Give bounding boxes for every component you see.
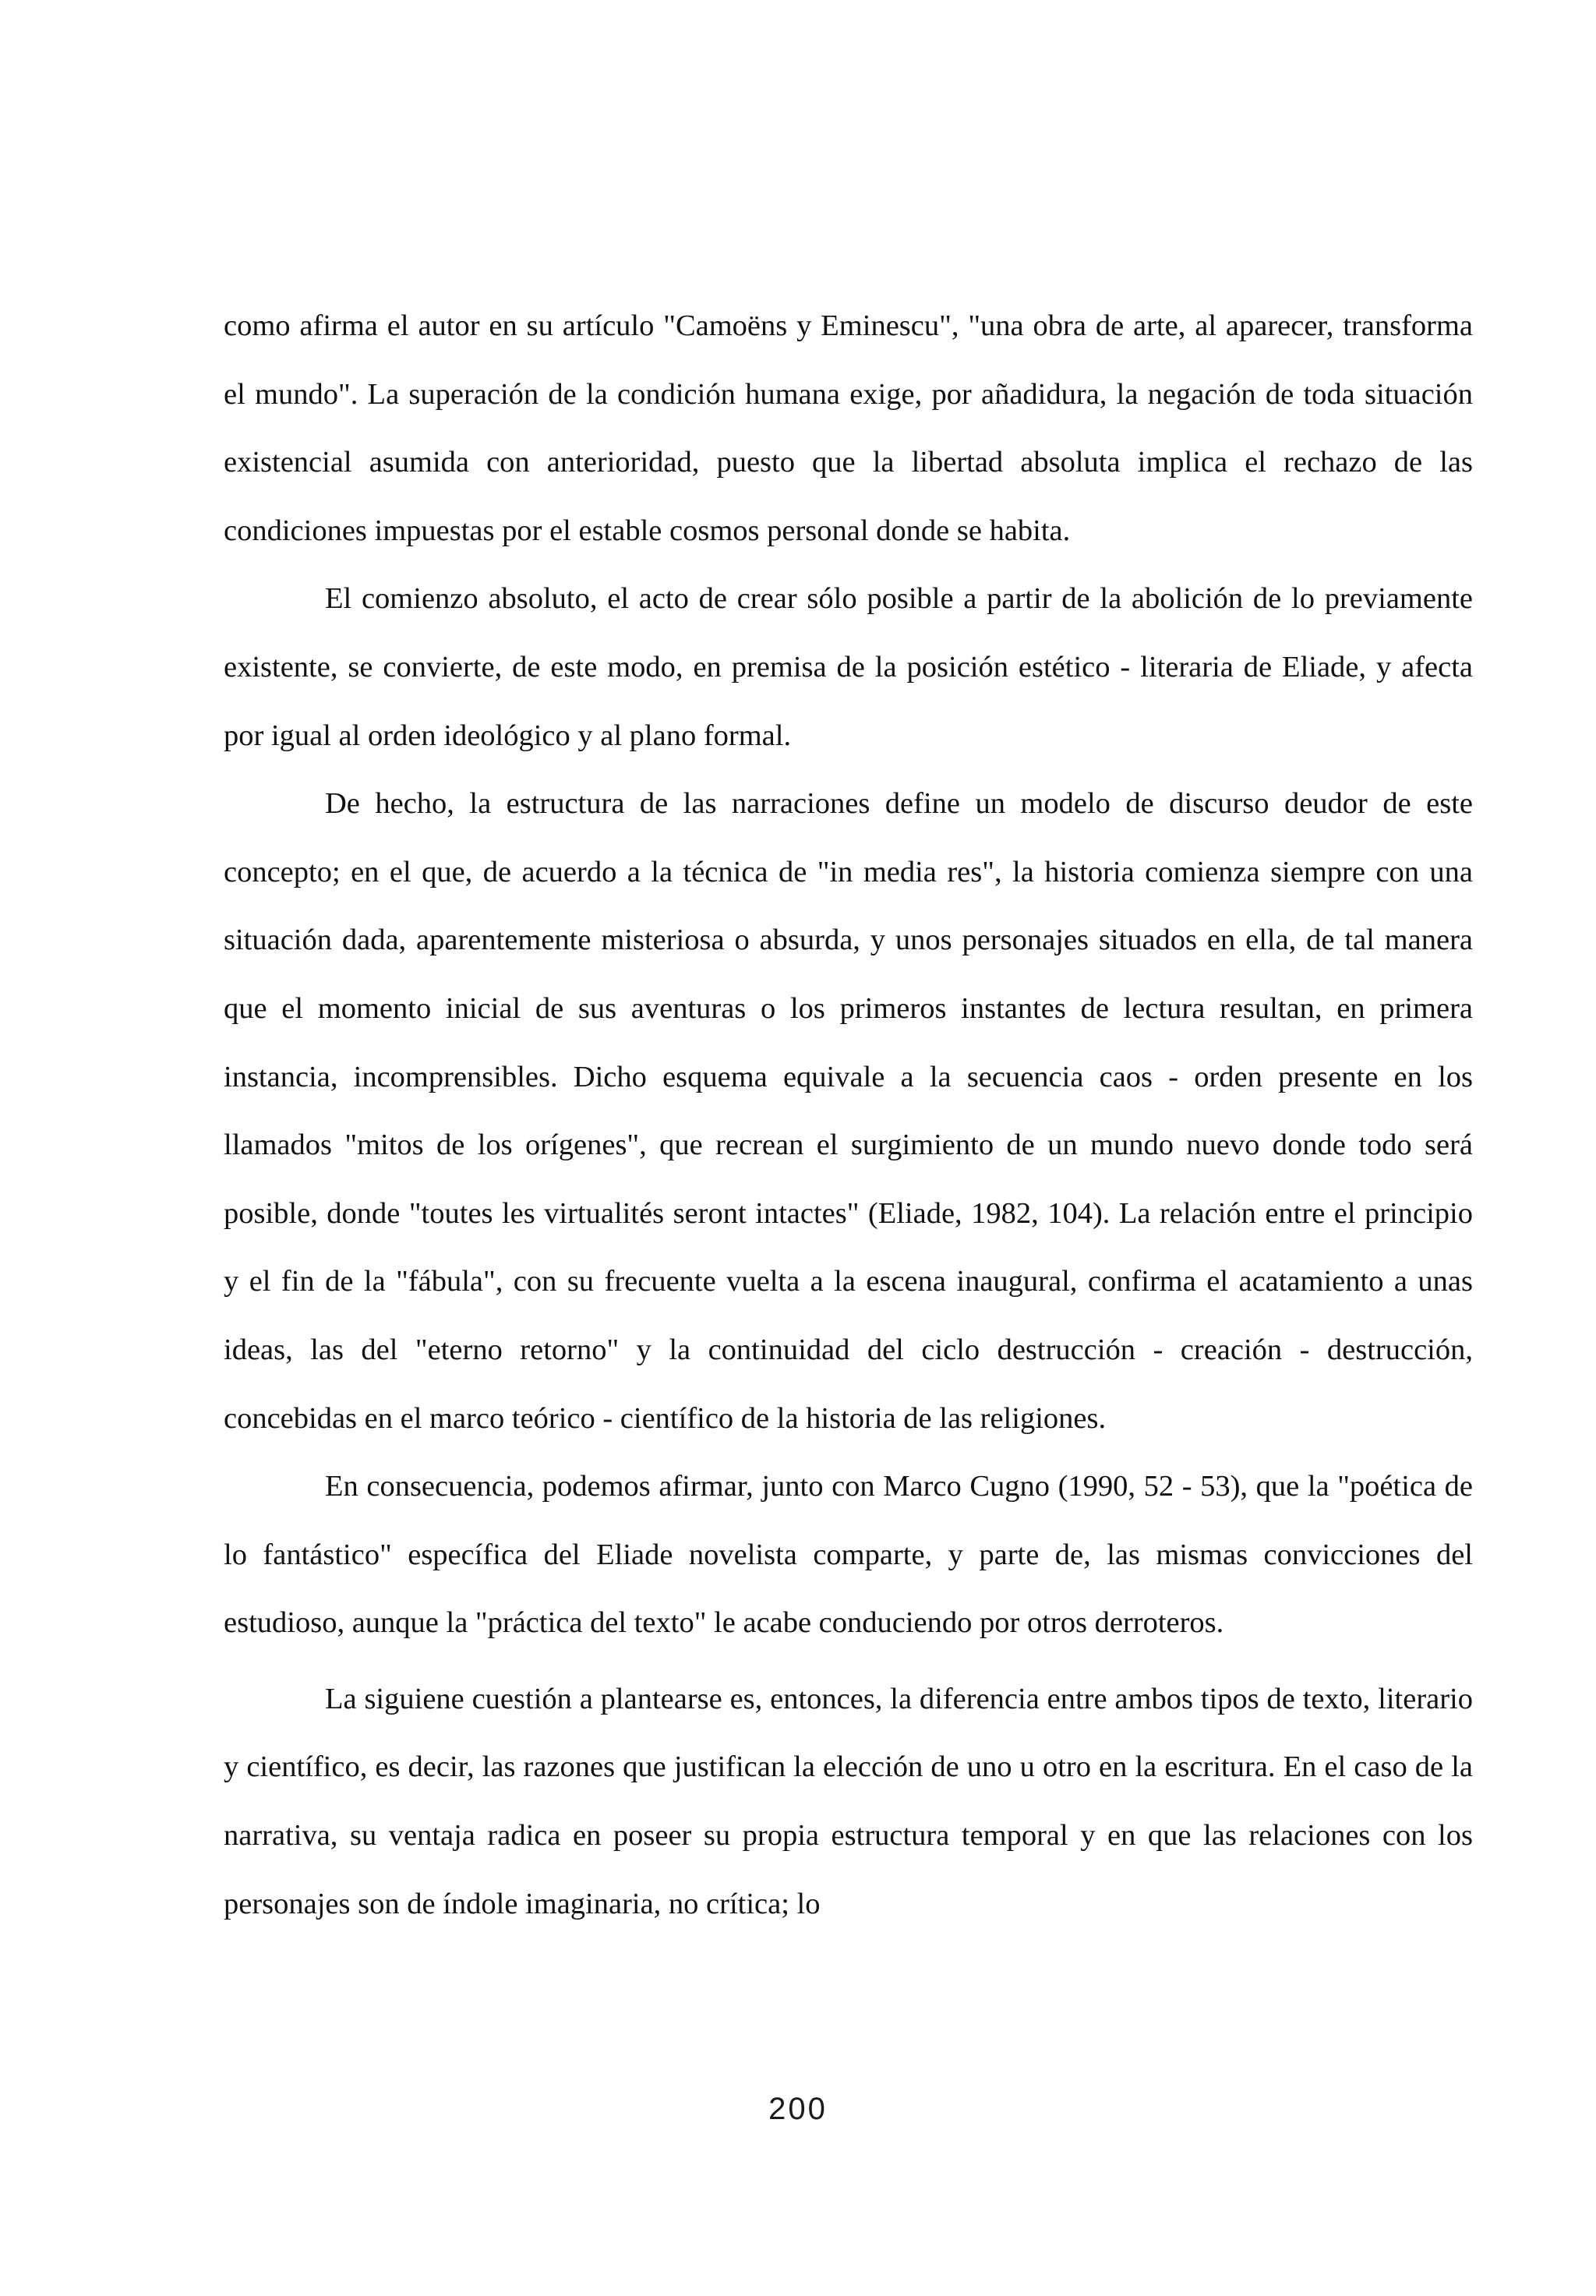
paragraph-2: El comienzo absoluto, el acto de crear sólo posible a partir de la abolición de lo previamente existente, se convierte, de este modo, en premisa de la posición estético - literaria de Eliade, y afecta por igual al orden ideológico y al plano formal.: [224, 582, 1473, 752]
paragraph-3: De hecho, la estructura de las narraciones define un modelo de discurso deudor de este concepto; en el que, de acuerdo a la técnica de "in media res", la historia comienza siempre con una situación dada, aparentemente misteriosa o absurda, y unos personajes situados en ella, de tal manera que el momento inicial de sus aventuras o los primeros instantes de lectura resultan, en primera instancia, incomprensibles. Dicho esquema equivale a la secuencia caos - orden presente en los llamados "mitos de los orígenes", que recrean el surgimiento de un mundo nuevo donde todo será posible, donde "toutes les virtualités seront intactes" (Eliade, 1982, 104). La relación entre el principio y el fin de la "fábula", con su frecuente vuelta a la escena inaugural, confirma el acatamiento a unas ideas, las del "eterno retorno" y la continuidad del ciclo destrucción - creación - destrucción, concebidas en el marco teórico - científico de la historia de las religiones.: [224, 787, 1473, 1435]
paragraph-5: La siguiene cuestión a plantearse es, entonces, la diferencia entre ambos tipos de texto, literario y científico, es decir, las razones que justifican la elección de uno u otro en la escritura. En el caso de la narrativa, su ventaja radica en poseer su propia estructura temporal y en que las relaciones con los personajes son de índole imaginaria, no crítica; lo: [224, 1682, 1473, 1920]
paragraph-4: En consecuencia, podemos afirmar, junto con Marco Cugno (1990, 52 - 53), que la "poética de lo fantástico" específica del Eliade novelista comparte, y parte de, las mismas convicciones del estudioso, aunque la "práctica del texto" le acabe conduciendo por otros derroteros.: [224, 1470, 1473, 1640]
body-text: [224, 292, 1473, 1938]
page-number: 200: [768, 2092, 828, 2126]
paragraph-1: como afirma el autor en su artículo "Camoëns y Eminescu", "una obra de arte, al aparecer, transforma el mundo". La superación de la condición humana exige, por añadidura, la negación de toda situación existencial asumida con anterioridad, puesto que la libertad absoluta implica el rechazo de las condiciones impuestas por el estable cosmos personal donde se habita.: [224, 309, 1473, 547]
